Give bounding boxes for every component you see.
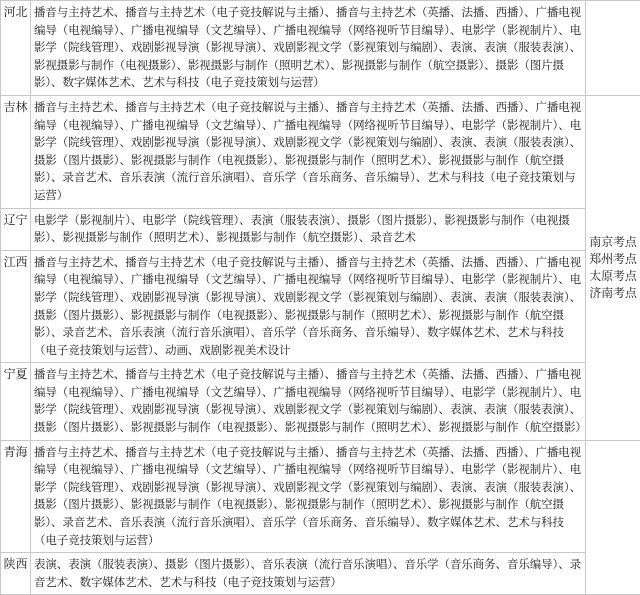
table-row (1, 95, 640, 208)
province-cell: 江西 (1, 250, 31, 363)
exam-sites-empty-cell (586, 1, 640, 96)
province-cell: 陕西 (1, 553, 31, 595)
majors-cell: 播音与主持艺术、播音与主持艺术（电子竞技解说与主播）、播音与主持艺术（英播、法播、西播）、广播电视编导（电视编导）、广播电视编导（文艺编导）、广播电视编导（网络视听节目编导）、电影学（影视制片）、电影学（院线管理）、戏剧影视导演（影视导演）、戏剧影视文学（影视策划与编剧）、表演、表演（服装表演）、影视摄影与制作（电视摄影）、影视摄影与制作（照明艺术）、影视摄影与制作（航空摄影）、摄影（图片摄影）、数字媒体艺术、艺术与科技（电子竞技策划与运营） (31, 1, 586, 96)
majors-cell: 播音与主持艺术、播音与主持艺术（电子竞技解说与主播）、播音与主持艺术（英播、法播、西播）、广播电视编导（电视编导）、广播电视编导（文艺编导）、广播电视编导（网络视听节目编导）、电影学（影视制片）、电影学（院线管理）、戏剧影视导演（影视导演）、戏剧影视文学（影视策划与编剧）、表演、表演（服装表演）、摄影（图片摄影）、影视摄影与制作（电视摄影）、影视摄影与制作（照明艺术）、影视摄影与制作（航空摄影） (31, 363, 586, 440)
table-row (1, 208, 640, 250)
province-cell: 宁夏 (1, 363, 31, 440)
province-cell: 吉林 (1, 95, 31, 208)
province-cell: 辽宁 (1, 208, 31, 250)
majors-cell: 播音与主持艺术、播音与主持艺术（电子竞技解说与主播）、播音与主持艺术（英播、法播、西播）、广播电视编导（电视编导）、广播电视编导（文艺编导）、广播电视编导（网络视听节目编导）、电影学（影视制片）、电影学（院线管理）、戏剧影视导演（影视导演）、戏剧影视文学（影视策划与编剧）、表演、表演（服装表演）、摄影（图片摄影）、影视摄影与制作（电视摄影）、影视摄影与制作（照明艺术）、影视摄影与制作（航空摄影）、录音艺术、音乐表演（流行音乐演唱）、音乐学（音乐商务、音乐编导）、数字媒体艺术、艺术与科技（电子竞技策划与运营） (31, 440, 586, 553)
exam-sites-text: 南京考点郑州考点太原考点济南考点 (588, 234, 638, 302)
province-cell: 青海 (1, 440, 31, 553)
majors-cell: 播音与主持艺术、播音与主持艺术（电子竞技解说与主播）、播音与主持艺术（英播、法播、西播）、广播电视编导（电视编导）、广播电视编导（文艺编导）、广播电视编导（网络视听节目编导）、电影学（影视制片）、电影学（院线管理）、戏剧影视导演（影视导演）、戏剧影视文学（影视策划与编剧）、表演、表演（服装表演）、摄影（图片摄影）、影视摄影与制作（电视摄影）、影视摄影与制作（照明艺术）、影视摄影与制作（航空摄影）、录音艺术、音乐表演（流行音乐演唱）、音乐学（音乐商务、音乐编导）、数字媒体艺术、艺术与科技（电子竞技策划与运营）、动画、戏剧影视美术设计 (31, 250, 586, 363)
exam-sites-cell (586, 95, 640, 440)
province-cell: 河北 (1, 1, 31, 96)
table-row (1, 553, 640, 595)
table-row (1, 363, 640, 440)
table-row (1, 1, 640, 96)
table-row (1, 250, 640, 363)
majors-cell: 播音与主持艺术、播音与主持艺术（电子竞技解说与主播）、播音与主持艺术（英播、法播、西播）、广播电视编导（电视编导）、广播电视编导（文艺编导）、广播电视编导（网络视听节目编导）、电影学（影视制片）、电影学（院线管理）、戏剧影视导演（影视导演）、戏剧影视文学（影视策划与编剧）、表演、表演（服装表演）、摄影（图片摄影）、影视摄影与制作（电视摄影）、影视摄影与制作（照明艺术）、影视摄影与制作（航空摄影）、录音艺术、音乐表演（流行音乐演唱）、音乐学（音乐商务、音乐编导）、艺术与科技（电子竞技策划与运营） (31, 95, 586, 208)
exam-sites-empty-cell (586, 440, 640, 595)
majors-cell: 表演、表演（服装表演）、摄影（图片摄影）、音乐表演（流行音乐演唱）、音乐学（音乐商务、音乐编导）、录音艺术、数字媒体艺术、艺术与科技（电子竞技策划与运营） (31, 553, 586, 595)
majors-cell: 电影学（影视制片）、电影学（院线管理）、表演（服装表演）、摄影（图片摄影）、影视摄影与制作（电视摄影）、影视摄影与制作（照明艺术）、影视摄影与制作（航空摄影）、录音艺术 (31, 208, 586, 250)
table-row (1, 440, 640, 553)
